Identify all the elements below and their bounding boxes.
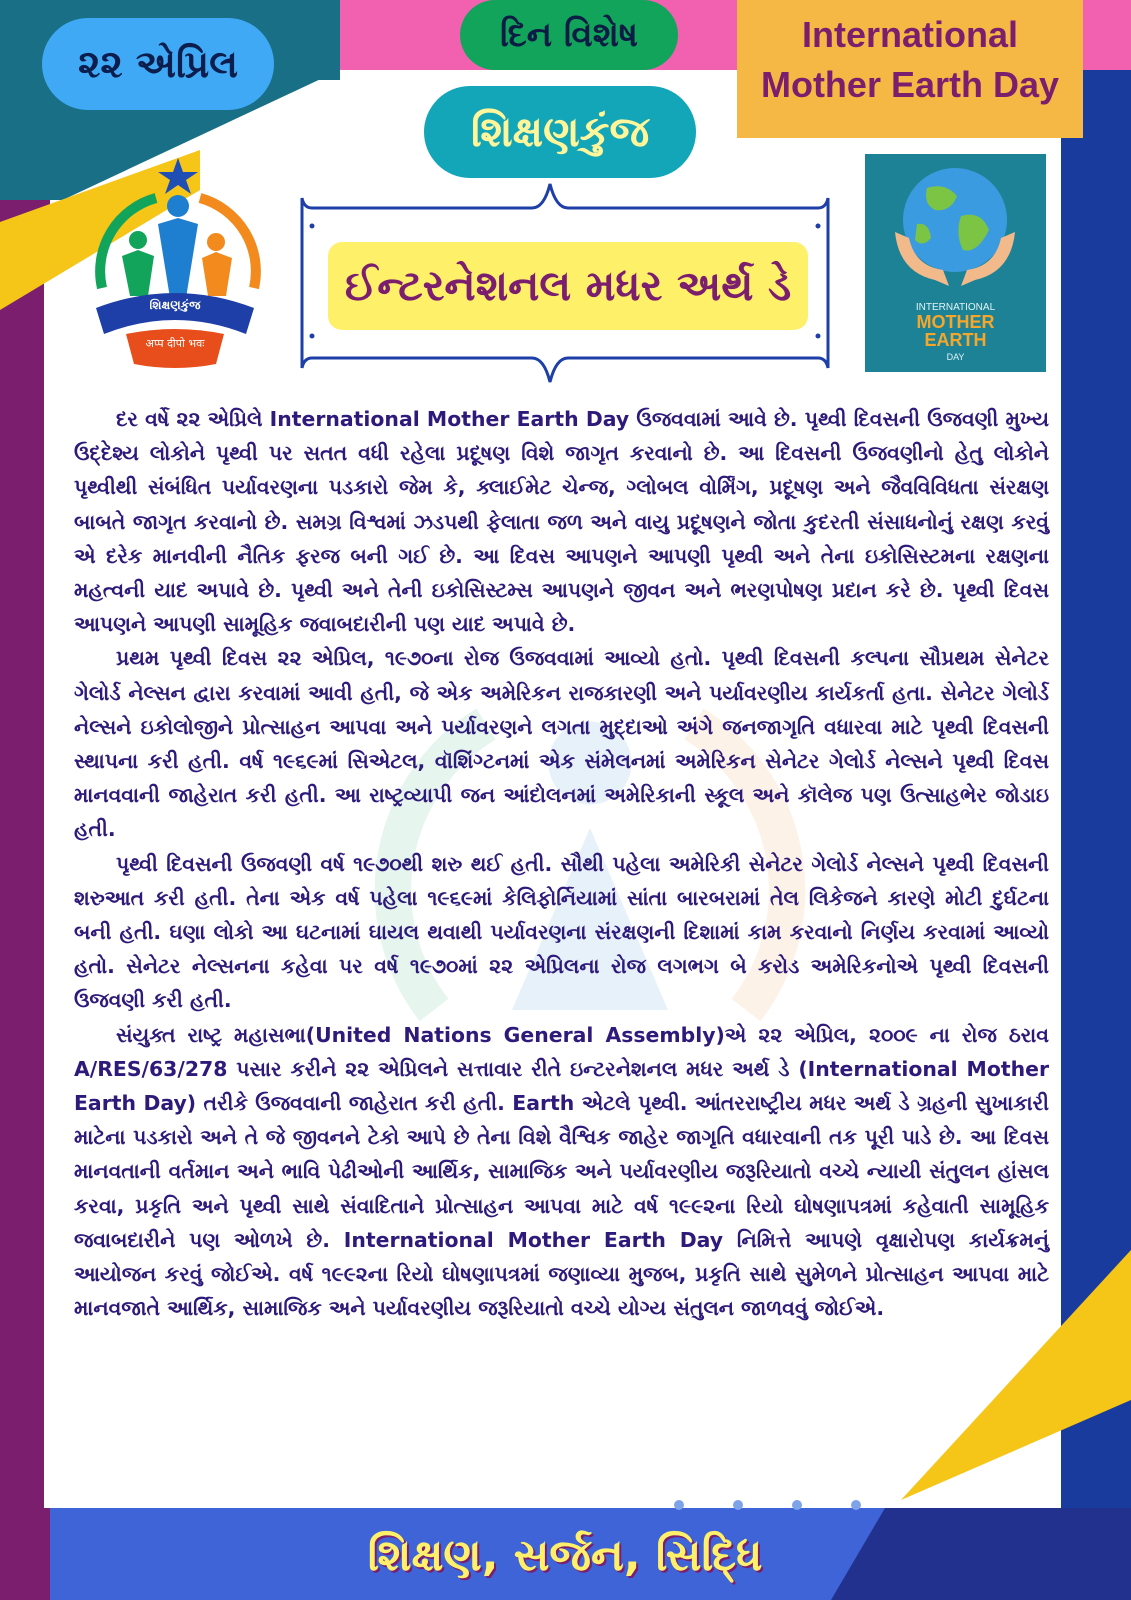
article-paragraph: દર વર્ષે ૨૨ એપ્રિલે International Mother Earth Day ઉજવવામાં આવે છે. પૃથ્વી દિવસની ઉજવણી મુખ્ય ઉદ્દેશ્ય લોકોને પૃથ્વી પર સતત વધી રહેલા પ્રદૂષણ વિશે જાગૃત કરવાનો છે. આ દિવસની ઉજવણીનો હેતુ લોકોને પૃથ્વીથી સંબંધિત પર્યાવરણના પડકારો જેમ કે, ક્લાઈમેટ ચેન્જ, ગ્લોબલ વોર્મિંગ, પ્રદૂષણ અને જૈવવિવિધતા સંરક્ષણ બાબતે જાગૃત કરવાનો છે. સમગ્ર વિશ્વમાં ઝડપથી ફેલાતા જળ અને વાયુ પ્રદૂષણને જોતા કુદરતી સંસાધનોનું રક્ષણ કરવું એ દરેક માનવીની નૈતિક ફરજ બની ગઈ છે. આ દિવસ આપણને આપણી પૃથ્વી અને તેના ઇકોસિસ્ટમના રક્ષણના મહત્વની યાદ અપાવે છે. પૃથ્વી અને તેની ઇકોસિસ્ટમ્સ આપણને જીવન અને ભરણપોષણ પ્રદાન કરે છે. પૃથ્વી દિવસ આપણને આપણી સામૂહિક જવાબદારીની પણ યાદ અપાવે છે.	[74, 407, 1049, 637]
footer-slogan: શિક્ષણ, સર્જન, સિદ્ધિ	[367, 1529, 763, 1581]
dot-icon	[851, 1500, 861, 1510]
bg-purple-side	[0, 200, 50, 1510]
date-badge: ૨૨ એપ્રિલ	[42, 18, 274, 110]
earth-day-image	[865, 154, 1046, 372]
earth-image-line2	[865, 313, 1046, 349]
decorative-dots	[674, 1500, 861, 1512]
logo-banner-text: શિક્ષણકુંજ	[149, 298, 201, 312]
dot-icon	[733, 1500, 743, 1510]
article-body	[74, 402, 1049, 1325]
earth-image-day: DAY	[946, 352, 965, 362]
footer-band-purple	[0, 1508, 50, 1600]
dot-icon	[792, 1500, 802, 1510]
category-badge: દિન વિશેષ	[460, 0, 678, 70]
article-paragraph: પૃથ્વી દિવસની ઉજવણી વર્ષ ૧૯૭૦થી શરુ થઈ હતી. સૌથી પહેલા અમેરિકી સેનેટર ગેલોર્ડ નેલ્સને પૃથ્વી દિવસની શરુઆત કરી હતી. તેના એક વર્ષ પહેલા ૧૯૬૯માં કેલિફોર્નિયામાં સાંતા બારબરામાં તેલ લિકેજને કારણે મોટી દુર્ઘટના બની હતી. ઘણા લોકો આ ઘટનામાં ઘાયલ થવાથી પર્યાવરણના સંરક્ષણની દિશામાં કામ કરવાનો નિર્ણય કરવામાં આવ્યો હતો. સેનેટર નેલ્સનના કહેવા પર વર્ષ ૧૯૭૦માં ૨૨ એપ્રિલના રોજ લગભગ બે કરોડ અમેરિકનોએ પૃથ્વી દિવસની ઉજવણી કરી હતી.	[74, 851, 1049, 1013]
shikshankunj-logo	[86, 158, 264, 370]
article-paragraph: પ્રથમ પૃથ્વી દિવસ ૨૨ એપ્રિલ, ૧૯૭૦ના રોજ ઉજવવામાં આવ્યો હતો. પૃથ્વી દિવસની કલ્પના સૌપ્રથમ સેનેટર ગેલોર્ડ નેલ્સન દ્વારા કરવામાં આવી હતી, જે એક અમેરિકન રાજકારણી અને પર્યાવરણીય કાર્યકર્તા હતા. સેનેટર ગેલોર્ડ નેલ્સને ઇકોલોજીને પ્રોત્સાહન આપવા અને પર્યાવરણને લગતા મુદ્દાઓ અંગે જનજાગૃતિ વધારવા માટે પૃથ્વી દિવસની સ્થાપના કરી હતી. વર્ષ ૧૯૬૯માં સિએટલ, વૉશિંગ્ટનમાં એક સંમેલનમાં અમેરિકન સેનેટર ગેલોર્ડ નેલ્સને પૃથ્વી દિવસ માનવવાની જાહેરાત કરી હતી. આ રાષ્ટ્રવ્યાપી જન આંદોલનમાં અમેરિકાની સ્કૂલ અને કૉલેજ પણ ઉત્સાહભેર જોડાઇ હતી.	[74, 646, 1049, 842]
page-title: ઈન્ટરનેશનલ મધર અર્થ ડે	[328, 242, 808, 330]
event-name-line2: Mother Earth Day	[760, 64, 1060, 106]
earth-image-earth: EARTH	[924, 330, 987, 350]
event-name-line1: International	[801, 14, 1019, 55]
dot-icon	[674, 1500, 684, 1510]
logo-motto-text: अप्प दीपो भवः	[145, 337, 205, 350]
earth-image-mother: MOTHER	[916, 312, 995, 332]
brand-badge: શિક્ષણકુંજ	[424, 86, 696, 178]
earth-image-line1: INTERNATIONAL	[915, 302, 996, 313]
event-name-box	[737, 0, 1083, 138]
article-paragraph: સંયુક્ત રાષ્ટ્ર મહાસભા(United Nations General Assembly)એ ૨૨ એપ્રિલ, ૨૦૦૯ ના રોજ ઠરાવ A/RES/63/278 પસાર કરીને ૨૨ એપ્રિલને સત્તાવાર રીતે ઇન્ટરનેશનલ મધર અર્થ ડે (International Mother Earth Day) તરીકે ઉજવવાની જાહેરાત કરી હતી. Earth એટલે પૃથ્વી. આંતરરાષ્ટ્રીય મધર અર્થ ડે ગ્રહની સુખાકારી માટેના પડકારો અને તે જે જીવનને ટેકો આપે છે તેના વિશે વૈશ્વિક જાહેર જાગૃતિ વધારવાની તક પૂરી પાડે છે. આ દિવસ માનવતાની વર્તમાન અને ભાવિ પેઢીઓની આર્થિક, સામાજિક અને પર્યાવરણીય જરૂરિયાતો વચ્ચે ન્યાયી સંતુલન હાંસલ કરવા, પ્રકૃતિ અને પૃથ્વી સાથે સંવાદિતાને પ્રોત્સાહન આપવા માટે વર્ષ ૧૯૯૨ના રિયો ઘોષણાપત્રમાં કહેવાતી સામૂહિક જવાબદારીને પણ ઓળખે છે. International Mother Earth Day નિમિત્તે આપણે વૃક્ષારોપણ કાર્યક્રમનું આયોજન કરવું જોઈએ. વર્ષ ૧૯૯૨ના રિયો ઘોષણાપત્રમાં જણાવ્યા મુજબ, પ્રકૃતિ સાથે સુમેળને પ્રોત્સાહન આપવા માટે માનવજાતે આર્થિક, સામાજિક અને પર્યાવરણીય જરૂરિયાતો વચ્ચે યોગ્ય સંતુલન જાળવવું જોઈએ.	[74, 1022, 1049, 1321]
